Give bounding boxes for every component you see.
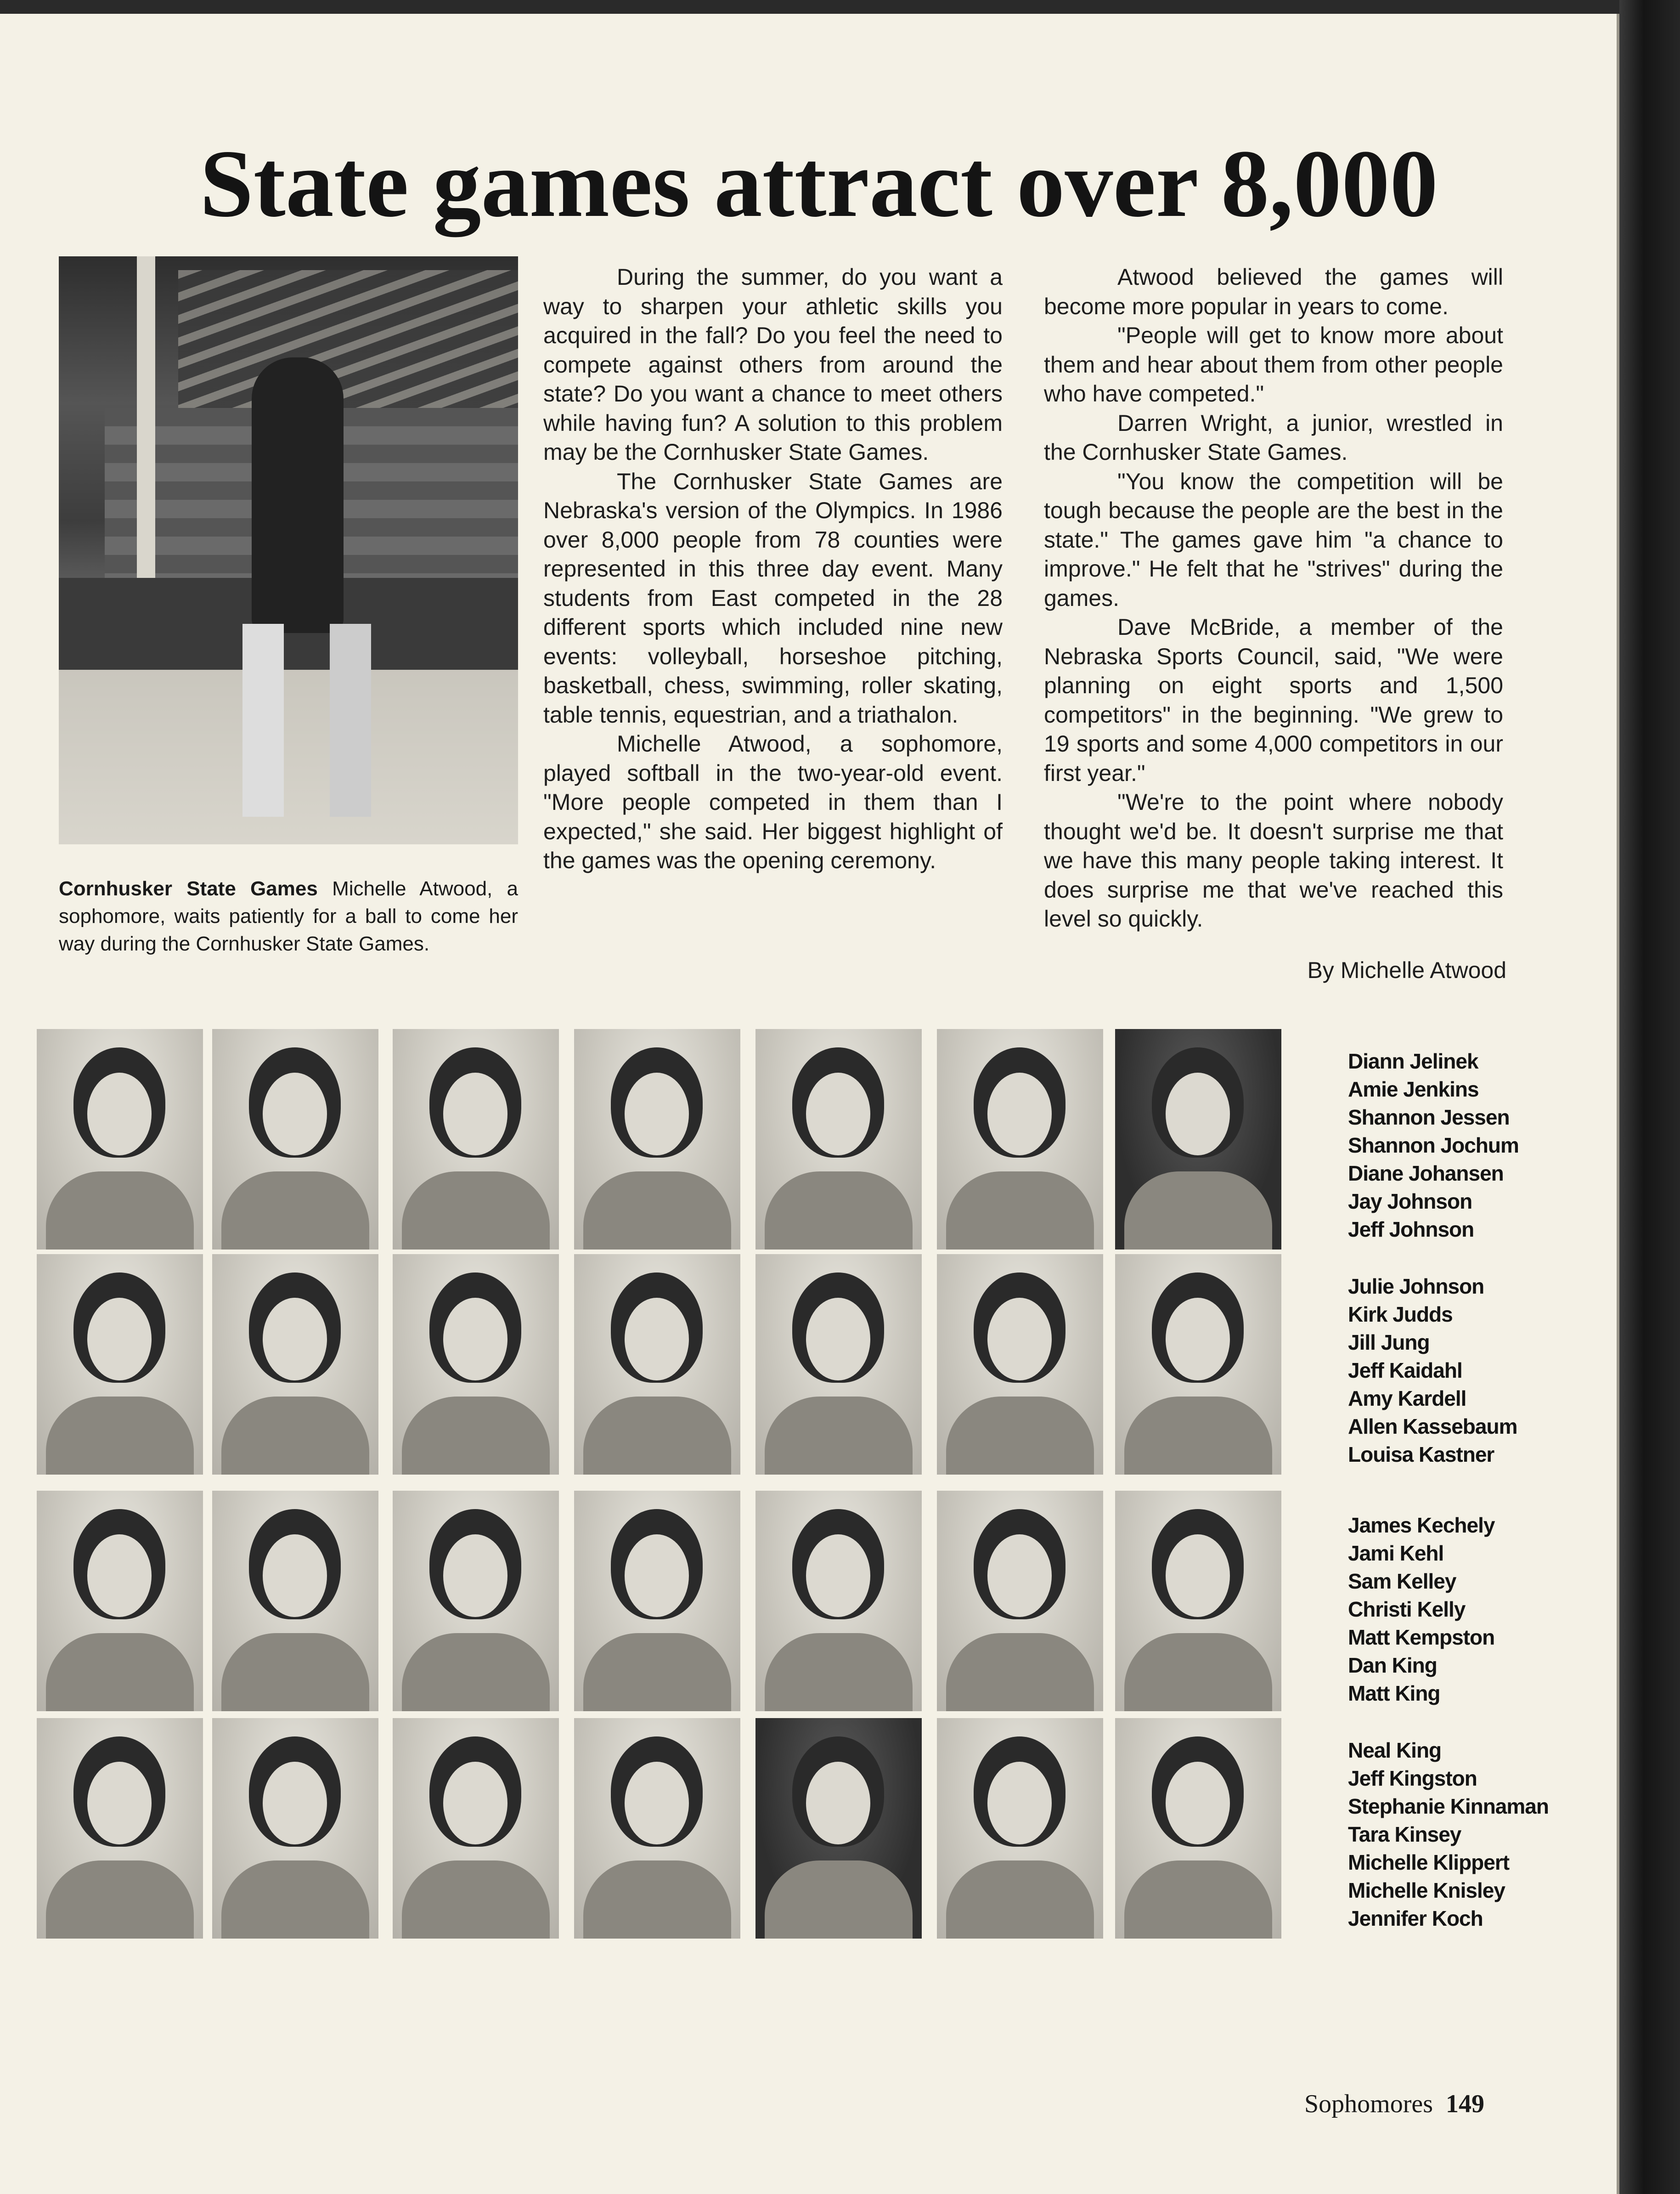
portrait-face bbox=[443, 1762, 507, 1844]
student-portrait bbox=[937, 1254, 1103, 1475]
student-portrait bbox=[393, 1718, 559, 1939]
portrait-body bbox=[46, 1171, 194, 1250]
caption-label: Cornhusker State Games bbox=[59, 877, 318, 900]
student-portrait bbox=[212, 1254, 378, 1475]
page-number: 149 bbox=[1446, 2090, 1484, 2118]
student-name: Matt King bbox=[1348, 1681, 1440, 1705]
portrait-body bbox=[402, 1171, 550, 1250]
photo-caption bbox=[59, 875, 518, 958]
student-portrait bbox=[574, 1491, 740, 1711]
player-legs bbox=[242, 624, 371, 817]
student-portrait bbox=[393, 1254, 559, 1475]
portrait-body bbox=[46, 1633, 194, 1711]
student-name: Jennifer Koch bbox=[1348, 1906, 1483, 1930]
student-name: Sam Kelley bbox=[1348, 1569, 1456, 1593]
player-figure bbox=[252, 357, 344, 633]
student-name: James Kechely bbox=[1348, 1513, 1495, 1537]
student-name: Amy Kardell bbox=[1348, 1386, 1466, 1410]
field-post bbox=[137, 256, 155, 596]
portrait-face bbox=[806, 1298, 870, 1380]
article-byline: By Michelle Atwood bbox=[1307, 957, 1506, 983]
portrait-body bbox=[765, 1633, 913, 1711]
portrait-body bbox=[1124, 1860, 1272, 1939]
portrait-face bbox=[1166, 1762, 1230, 1844]
student-portrait bbox=[574, 1718, 740, 1939]
student-name: Louisa Kastner bbox=[1348, 1442, 1494, 1466]
portrait-body bbox=[583, 1397, 731, 1475]
article-paragraph: Darren Wright, a junior, wrestled in the Cornhusker State Games. bbox=[1044, 410, 1503, 465]
portrait-face bbox=[625, 1298, 689, 1380]
bleachers bbox=[178, 270, 518, 408]
portrait-face bbox=[987, 1073, 1052, 1155]
student-name: Jeff Kingston bbox=[1348, 1766, 1477, 1790]
book-spine bbox=[1619, 0, 1680, 2194]
student-portrait bbox=[37, 1491, 203, 1711]
portrait-face bbox=[87, 1073, 152, 1155]
student-portrait bbox=[755, 1491, 922, 1711]
student-name: Amie Jenkins bbox=[1348, 1077, 1479, 1101]
portrait-face bbox=[806, 1762, 870, 1844]
softball-player-photo bbox=[59, 256, 518, 844]
student-portrait bbox=[37, 1029, 203, 1250]
student-portrait bbox=[1115, 1029, 1281, 1250]
portrait-face bbox=[625, 1073, 689, 1155]
portrait-face bbox=[1166, 1298, 1230, 1380]
student-portrait bbox=[1115, 1718, 1281, 1939]
student-portrait bbox=[755, 1029, 922, 1250]
page-headline: State games attract over 8,000 bbox=[200, 130, 1438, 237]
portrait-body bbox=[583, 1171, 731, 1250]
portrait-body bbox=[1124, 1171, 1272, 1250]
student-name: Neal King bbox=[1348, 1738, 1442, 1762]
section-label: Sophomores bbox=[1304, 2090, 1433, 2118]
portrait-face bbox=[1166, 1534, 1230, 1617]
article-paragraph: "We're to the point where nobody thought we'd be. It doesn't surprise me that we have this many people taking interest. It does surprise me that we've reached this level so quickly. bbox=[1044, 789, 1503, 932]
portrait-face bbox=[87, 1298, 152, 1380]
portrait-body bbox=[946, 1633, 1094, 1711]
portrait-face bbox=[806, 1073, 870, 1155]
article-paragraph: During the summer, do you want a way to sharpen your athletic skills you acquired in the fall? Do you feel the need to compete against others from around the state? Do you want a chance to meet others while having fun? A solution to this problem may be the Cornhusker State Games. bbox=[543, 264, 1003, 465]
portrait-face bbox=[87, 1762, 152, 1844]
student-name: Michelle Knisley bbox=[1348, 1878, 1505, 1902]
portrait-face bbox=[987, 1534, 1052, 1617]
portrait-face bbox=[263, 1298, 327, 1380]
name-list-row-3 bbox=[1348, 1511, 1605, 1708]
student-portrait bbox=[37, 1254, 203, 1475]
portrait-face bbox=[263, 1073, 327, 1155]
portrait-body bbox=[221, 1171, 369, 1250]
student-name: Stephanie Kinnaman bbox=[1348, 1794, 1549, 1818]
student-portrait bbox=[1115, 1491, 1281, 1711]
portrait-face bbox=[1166, 1073, 1230, 1155]
article-paragraph: Michelle Atwood, a sophomore, played softball in the two-year-old event. "More people competed in them than I expected," she said. Her biggest highlight of the games was the opening ceremony. bbox=[543, 731, 1003, 873]
student-name: Julie Johnson bbox=[1348, 1274, 1484, 1298]
student-portrait bbox=[212, 1029, 378, 1250]
portrait-body bbox=[1124, 1397, 1272, 1475]
article-column-1 bbox=[543, 263, 1003, 876]
student-name: Jill Jung bbox=[1348, 1330, 1430, 1354]
student-portrait bbox=[755, 1718, 922, 1939]
article-column-2 bbox=[1044, 263, 1503, 934]
portrait-face bbox=[263, 1534, 327, 1617]
portrait-body bbox=[583, 1633, 731, 1711]
portrait-face bbox=[87, 1534, 152, 1617]
article-paragraph: The Cornhusker State Games are Nebraska's version of the Olympics. In 1986 over 8,000 people from 78 counties were represented in this three day event. Many students from East competed in the 28 different sports which included nine new events: volleyball, horseshoe pitching, basketball, chess, swimming, roller skating, table tennis, equestrian, and a triathalon. bbox=[543, 468, 1003, 728]
portrait-face bbox=[987, 1762, 1052, 1844]
student-name: Shannon Jessen bbox=[1348, 1105, 1510, 1129]
student-portrait bbox=[393, 1491, 559, 1711]
student-name: Jami Kehl bbox=[1348, 1541, 1444, 1565]
student-name: Diane Johansen bbox=[1348, 1161, 1504, 1185]
name-list-row-2 bbox=[1348, 1272, 1605, 1469]
portrait-body bbox=[946, 1860, 1094, 1939]
portrait-body bbox=[765, 1171, 913, 1250]
student-portrait bbox=[574, 1254, 740, 1475]
student-name: Michelle Klippert bbox=[1348, 1850, 1510, 1874]
student-portrait bbox=[393, 1029, 559, 1250]
student-name: Jeff Johnson bbox=[1348, 1217, 1474, 1241]
portrait-body bbox=[221, 1633, 369, 1711]
student-name: Jeff Kaidahl bbox=[1348, 1358, 1462, 1382]
student-portrait bbox=[212, 1491, 378, 1711]
portrait-face bbox=[987, 1298, 1052, 1380]
portrait-face bbox=[443, 1534, 507, 1617]
name-list-row-4 bbox=[1348, 1736, 1605, 1933]
portrait-body bbox=[583, 1860, 731, 1939]
student-portrait bbox=[37, 1718, 203, 1939]
student-name: Kirk Judds bbox=[1348, 1302, 1453, 1326]
portrait-body bbox=[221, 1397, 369, 1475]
student-name: Christi Kelly bbox=[1348, 1597, 1466, 1621]
student-portrait bbox=[937, 1029, 1103, 1250]
portrait-body bbox=[402, 1633, 550, 1711]
portrait-body bbox=[46, 1860, 194, 1939]
article-paragraph: "You know the competition will be tough because the people are the best in the state." The games gave him "a chance to improve." He felt that he "strives" during the games. bbox=[1044, 468, 1503, 611]
portrait-face bbox=[806, 1534, 870, 1617]
portrait-face bbox=[625, 1534, 689, 1617]
article-paragraph: Atwood believed the games will become more popular in years to come. bbox=[1044, 264, 1503, 319]
student-portrait bbox=[1115, 1254, 1281, 1475]
name-list-row-1 bbox=[1348, 1047, 1605, 1244]
student-name: Tara Kinsey bbox=[1348, 1822, 1461, 1846]
portrait-face bbox=[443, 1073, 507, 1155]
student-name: Dan King bbox=[1348, 1653, 1437, 1677]
student-portrait bbox=[937, 1491, 1103, 1711]
article-paragraph: Dave McBride, a member of the Nebraska Sports Council, said, "We were planning on eight sports and 1,500 competitors" in the beginning. "We grew to 19 sports and some 4,000 competitors in our first year." bbox=[1044, 614, 1503, 786]
student-name: Shannon Jochum bbox=[1348, 1133, 1519, 1157]
portrait-body bbox=[402, 1860, 550, 1939]
portrait-body bbox=[946, 1171, 1094, 1250]
portrait-face bbox=[443, 1298, 507, 1380]
portrait-body bbox=[46, 1397, 194, 1475]
student-name: Allen Kassebaum bbox=[1348, 1414, 1517, 1438]
student-name: Jay Johnson bbox=[1348, 1189, 1472, 1213]
student-name: Diann Jelinek bbox=[1348, 1049, 1478, 1073]
portrait-face bbox=[263, 1762, 327, 1844]
portrait-body bbox=[765, 1860, 913, 1939]
student-name: Matt Kempston bbox=[1348, 1625, 1495, 1649]
portrait-body bbox=[1124, 1633, 1272, 1711]
student-portrait bbox=[755, 1254, 922, 1475]
portrait-body bbox=[946, 1397, 1094, 1475]
student-portrait bbox=[212, 1718, 378, 1939]
page-footer bbox=[1304, 2089, 1484, 2119]
portrait-face bbox=[625, 1762, 689, 1844]
student-portrait bbox=[574, 1029, 740, 1250]
caption-text: Michelle Atwood, a sophomore, waits patiently for a ball to come her way during the Cornhusker State Games. bbox=[59, 877, 519, 955]
portrait-body bbox=[221, 1860, 369, 1939]
portrait-body bbox=[765, 1397, 913, 1475]
article-paragraph: "People will get to know more about them and hear about them from other people who have competed." bbox=[1044, 322, 1503, 407]
portrait-body bbox=[402, 1397, 550, 1475]
student-portrait bbox=[937, 1718, 1103, 1939]
